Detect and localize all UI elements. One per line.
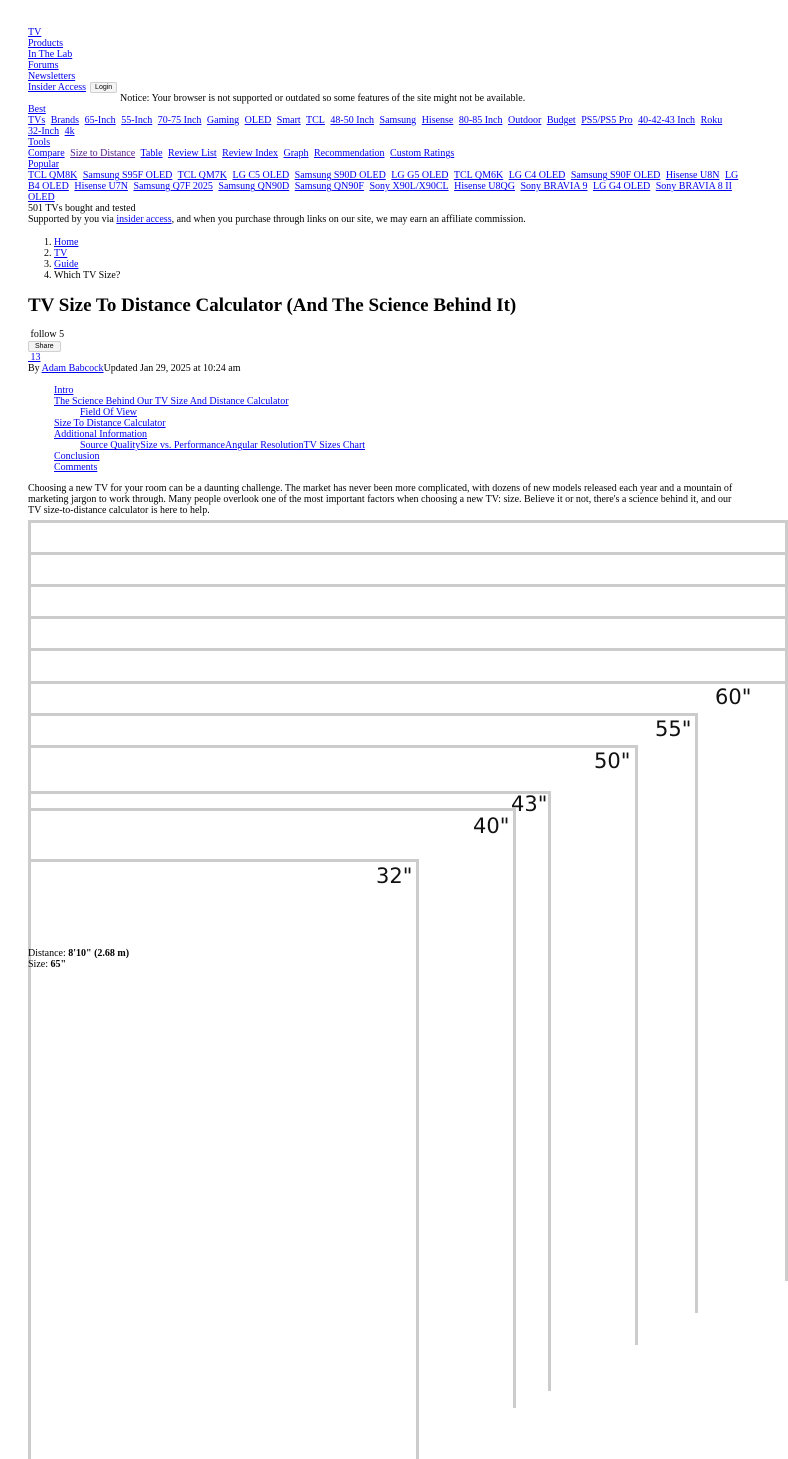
best-item-80-85-inch[interactable]: 80-85 Inch — [458, 115, 503, 127]
byline-by: By — [28, 363, 42, 375]
intro-paragraph: Choosing a new TV for your room can be a daunting challenge. The market has never been more complicated, with dozens of new models released each year and a mountain of marketing jargon to work through. Many people overlook one of the most important factors when choosing a new TV: size. Believe it or not, there's a science behind it, and our TV size-to-distance calculator is here to help. — [28, 483, 733, 517]
best-item-samsung[interactable]: Samsung — [379, 115, 417, 127]
menu-best-label[interactable]: Best — [28, 104, 46, 116]
nav-insider-access[interactable]: Insider Access — [28, 82, 87, 93]
toc-source-quality[interactable]: Source Quality — [80, 440, 141, 452]
popular-item-sony-bravia-8-ii-oled[interactable]: Sony BRAVIA 8 II OLED — [28, 181, 732, 204]
popular-item-sony-bravia-9[interactable]: Sony BRAVIA 9 — [520, 181, 588, 193]
popular-item-tcl-qm6k[interactable]: TCL QM6K — [453, 170, 504, 182]
best-item-brands[interactable]: Brands — [50, 115, 80, 127]
breadcrumb-item — [54, 237, 740, 248]
tested-count: 501 TVs bought and tested — [28, 203, 136, 215]
best-item-70-75-inch[interactable]: 70-75 Inch — [157, 115, 202, 127]
share-button[interactable]: Share — [28, 341, 61, 352]
toc-comments[interactable]: Comments — [54, 462, 98, 474]
toc-conclusion[interactable]: Conclusion — [54, 451, 100, 463]
best-menu — [28, 104, 740, 203]
popular-item-hisense-u8qg[interactable]: Hisense U8QG — [454, 181, 515, 193]
popular-item-lg-c4-oled[interactable]: LG C4 OLED — [508, 170, 566, 182]
best-item-oled[interactable]: OLED — [244, 115, 272, 127]
comments-count-link[interactable] — [28, 352, 41, 363]
tools-item-table[interactable]: Table — [140, 148, 163, 160]
breadcrumb-guide[interactable]: Guide — [54, 259, 79, 271]
toc-size-performance[interactable]: Size vs. Performance — [140, 440, 225, 452]
breadcrumb-item — [54, 259, 740, 270]
follow-button[interactable] — [28, 329, 740, 340]
tv-label-50: 50" — [594, 749, 631, 773]
tools-item-custom-ratings[interactable]: Custom Ratings — [390, 148, 455, 160]
best-item-65-inch[interactable]: 65-Inch — [84, 115, 116, 127]
best-item-roku[interactable]: Roku — [700, 115, 723, 127]
breadcrumb-tv[interactable]: TV — [54, 248, 68, 260]
nav-in-the-lab[interactable]: In The Lab — [28, 49, 73, 60]
distance-label: Distance: — [28, 948, 69, 959]
nav-newsletters[interactable]: Newsletters — [28, 71, 76, 82]
affiliate-disclosure — [28, 214, 740, 225]
popular-item-tcl-qm8k[interactable]: TCL QM8K — [28, 170, 78, 182]
tv-label-55: 55" — [655, 717, 692, 741]
toc-additional[interactable]: Additional Information — [54, 429, 148, 441]
best-item-smart[interactable]: Smart — [276, 115, 301, 127]
byline — [28, 363, 740, 374]
menu-popular-label[interactable]: Popular — [28, 159, 60, 171]
popular-item-lg-g5-oled[interactable]: LG G5 OLED — [391, 170, 449, 182]
size-value: 65" — [50, 959, 67, 970]
tv-label-43: 43" — [511, 792, 548, 816]
popular-item-sony-x90l-x90cl[interactable]: Sony X90L/X90CL — [369, 181, 449, 193]
toc-calculator[interactable]: Size To Distance Calculator — [54, 418, 166, 430]
toc-tv-sizes-chart[interactable]: TV Sizes Chart — [303, 440, 366, 452]
popular-item-samsung-s90f-oled[interactable]: Samsung S90F OLED — [570, 170, 661, 182]
primary-nav — [28, 27, 740, 104]
popular-item-hisense-u7n[interactable]: Hisense U7N — [74, 181, 128, 193]
breadcrumb-home[interactable]: Home — [54, 237, 79, 249]
calculator-readout — [28, 948, 129, 970]
toc-science[interactable]: The Science Behind Our TV Size And Distance Calculator — [54, 396, 289, 408]
breadcrumb-current: Which TV Size? — [54, 270, 121, 282]
best-item-outdoor[interactable]: Outdoor — [507, 115, 542, 127]
author-link[interactable]: Adam Babcock — [41, 363, 104, 375]
distance-value: 8'10" (2.68 m) — [68, 948, 130, 959]
toc-field-of-view[interactable]: Field Of View — [80, 407, 137, 419]
breadcrumb — [28, 237, 740, 281]
tools-item-review-list[interactable]: Review List — [168, 148, 217, 160]
login-button[interactable]: Login — [90, 82, 117, 93]
tools-item-recommendation[interactable]: Recommendation — [313, 148, 385, 160]
size-label: Size: — [28, 959, 51, 970]
tv-size-diagram[interactable] — [28, 520, 752, 948]
tools-item-graph[interactable]: Graph — [283, 148, 309, 160]
size-readout — [28, 959, 129, 970]
disclosure-pre: Supported by you via — [28, 214, 117, 226]
nav-products[interactable]: Products — [28, 38, 63, 49]
popular-item-samsung-s95f-oled[interactable]: Samsung S95F OLED — [82, 170, 173, 182]
popular-item-tcl-qm7k[interactable]: TCL QM7K — [177, 170, 227, 182]
tv-label-40: 40" — [473, 814, 510, 838]
tools-item-size-to-distance[interactable]: Size to Distance — [70, 148, 136, 160]
follow-label: follow 5 — [30, 329, 65, 341]
nav-forums[interactable]: Forums — [28, 60, 59, 71]
comments-count: 13 — [30, 352, 41, 364]
best-item-48-50-inch[interactable]: 48-50 Inch — [330, 115, 375, 127]
best-item-ps5-ps5-pro[interactable]: PS5/PS5 Pro — [581, 115, 633, 127]
popular-item-lg-b4-oled[interactable]: LG B4 OLED — [28, 170, 739, 193]
popular-item-samsung-s90d-oled[interactable]: Samsung S90D OLED — [294, 170, 386, 182]
disclosure-post: , and when you purchase through links on our site, we may earn an affiliate commission. — [171, 214, 526, 226]
best-item-55-inch[interactable]: 55-Inch — [121, 115, 153, 127]
best-item-4k[interactable]: 4k — [64, 126, 75, 138]
tools-items — [28, 148, 740, 159]
best-item-tcl[interactable]: TCL — [306, 115, 325, 127]
popular-item-samsung-q7f-2025[interactable]: Samsung Q7F 2025 — [133, 181, 213, 193]
breadcrumb-item — [54, 270, 740, 281]
popular-item-lg-g4-oled[interactable]: LG G4 OLED — [593, 181, 651, 193]
menu-tools-label[interactable]: Tools — [28, 137, 51, 149]
best-item-budget[interactable]: Budget — [546, 115, 576, 127]
tv-label-32: 32" — [376, 864, 413, 888]
page-content — [28, 27, 740, 516]
popular-item-samsung-qn90d[interactable]: Samsung QN90D — [218, 181, 290, 193]
table-of-contents — [54, 385, 740, 473]
best-item-40-42-43-inch[interactable]: 40-42-43 Inch — [638, 115, 696, 127]
tools-item-review-index[interactable]: Review Index — [222, 148, 278, 160]
best-item-gaming[interactable]: Gaming — [206, 115, 240, 127]
browser-notice: Notice: Your browser is not supported or outdated so some features of the site might not be available. — [120, 93, 526, 105]
toc-angular-resolution[interactable]: Angular Resolution — [224, 440, 304, 452]
page-title: TV Size To Distance Calculator (And The Science Behind It) — [28, 295, 517, 317]
tools-item-compare[interactable]: Compare — [28, 148, 65, 160]
popular-item-lg-c5-oled[interactable]: LG C5 OLED — [232, 170, 290, 182]
insider-access-link[interactable]: insider access — [116, 214, 172, 226]
best-item-hisense[interactable]: Hisense — [421, 115, 454, 127]
best-item-tvs[interactable]: TVs — [28, 115, 46, 127]
popular-items — [28, 170, 740, 203]
popular-item-hisense-u8n[interactable]: Hisense U8N — [665, 170, 720, 182]
best-item-32-inch[interactable]: 32-Inch — [28, 126, 60, 138]
toc-intro[interactable]: Intro — [54, 385, 74, 397]
breadcrumb-item — [54, 248, 740, 259]
popular-item-samsung-qn90f[interactable]: Samsung QN90F — [294, 181, 364, 193]
nav-tv[interactable]: TV — [28, 27, 42, 38]
best-items — [28, 115, 740, 137]
distance-readout — [28, 948, 129, 959]
tv-label-60: 60" — [715, 685, 752, 709]
updated-date: Updated Jan 29, 2025 at 10:24 am — [103, 363, 241, 375]
